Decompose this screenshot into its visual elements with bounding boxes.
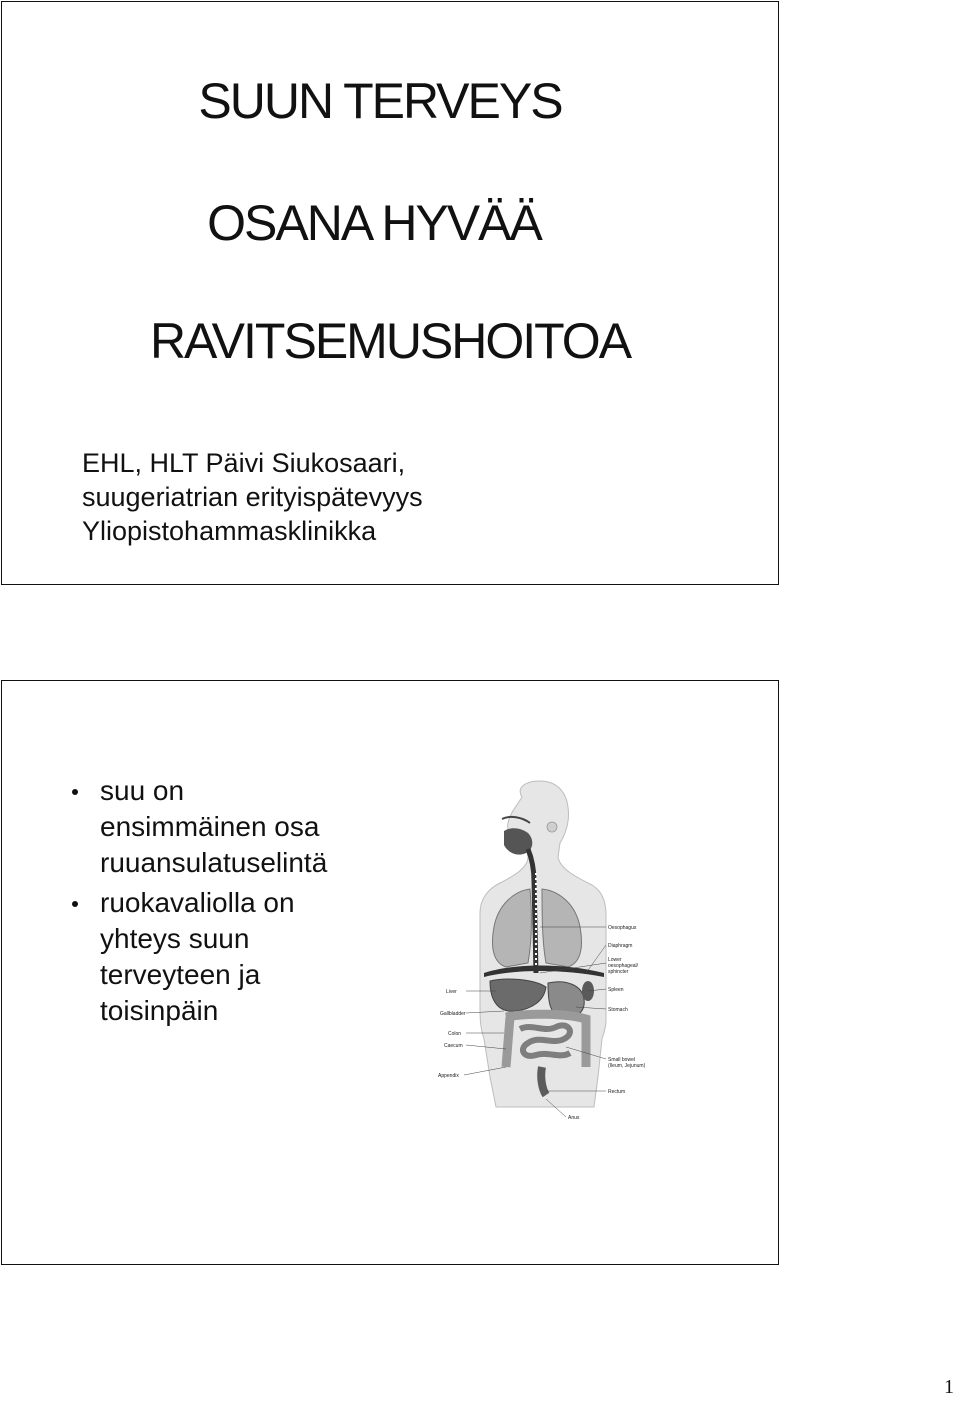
bullet-dot-icon bbox=[72, 901, 78, 907]
label-small-bowel: Small bowel bbox=[608, 1057, 635, 1063]
label-oesophagus: Oesophagus bbox=[608, 925, 637, 931]
title-slide bbox=[1, 1, 779, 585]
slide-title-line-1: SUUN TERVEYS bbox=[198, 73, 562, 129]
content-slide bbox=[1, 680, 779, 1265]
label-rectum: Rectum bbox=[608, 1089, 626, 1095]
label-gallbladder: Gallbladder bbox=[440, 1011, 466, 1017]
slide-title-line-3: RAVITSEMUSHOITOA bbox=[149, 313, 631, 369]
label-anus: Anus bbox=[568, 1115, 580, 1121]
label-caecum: Caecum bbox=[444, 1043, 463, 1049]
label-ileum-jejunum: (Ileum, Jejunum) bbox=[608, 1063, 646, 1069]
slide-title-line-2: OSANA HYVÄÄ bbox=[207, 195, 541, 251]
label-oesophageal: oesophageal/ bbox=[608, 963, 639, 969]
author-line-2: suugeriatrian erityispätevyys bbox=[82, 482, 423, 512]
label-appendix: Appendix bbox=[438, 1073, 459, 1079]
bullet-item bbox=[2, 773, 422, 881]
label-stomach: Stomach bbox=[608, 1007, 628, 1013]
label-sphincter: sphincter bbox=[608, 969, 629, 975]
bullet-text: ruokavaliolla on yhteys suun terveyteen ja toisinpäin bbox=[100, 887, 295, 1026]
bullet-list bbox=[2, 773, 422, 1029]
bullet-dot-icon bbox=[72, 789, 78, 795]
digestive-system-illustration bbox=[436, 777, 652, 1133]
label-spleen: Spleen bbox=[608, 987, 624, 993]
bullet-text: suu on ensimmäinen osa ruuansulatuselintä bbox=[100, 775, 328, 878]
label-diaphragm: Diaphragm bbox=[608, 943, 633, 949]
bullet-item bbox=[2, 885, 422, 1029]
label-liver: Liver bbox=[446, 989, 457, 995]
label-colon: Colon bbox=[448, 1031, 462, 1037]
label-lower: Lower bbox=[608, 957, 622, 963]
author-line-3: Yliopistohammasklinikka bbox=[82, 516, 377, 546]
author-line-1: EHL, HLT Päivi Siukosaari, bbox=[82, 448, 406, 478]
page-number: 1 bbox=[944, 1376, 954, 1398]
